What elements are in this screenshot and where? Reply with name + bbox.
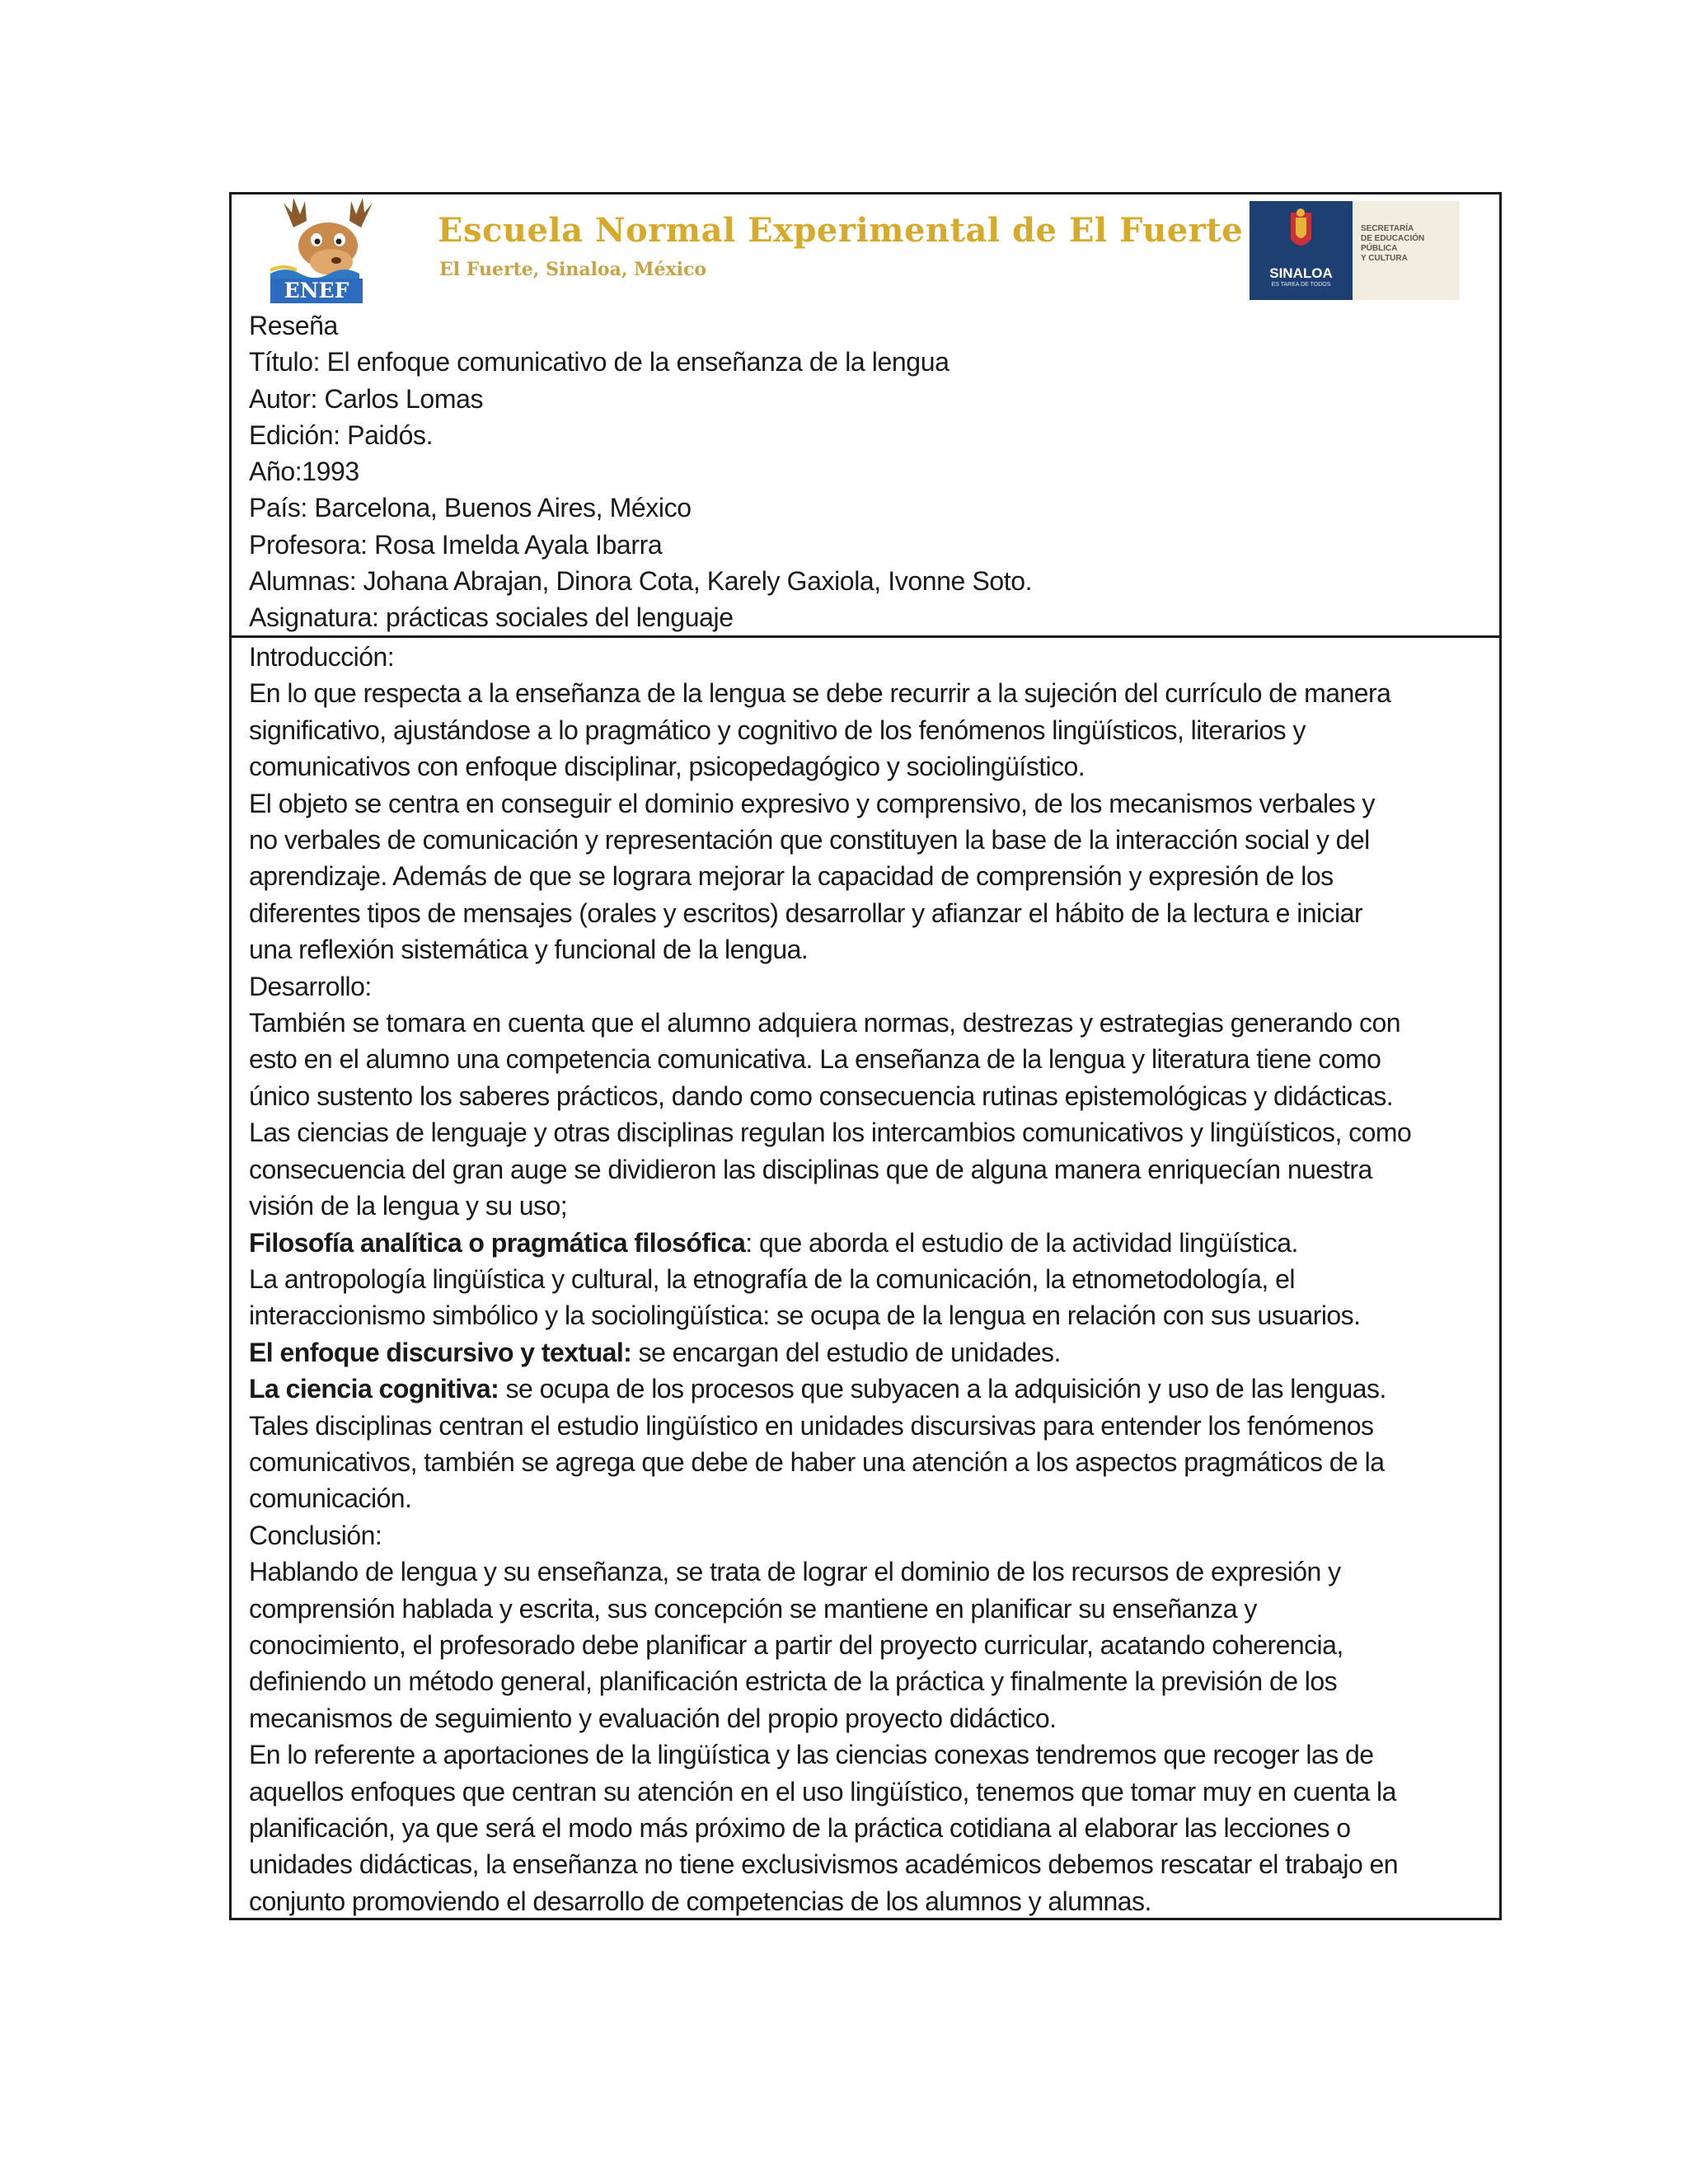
school-location: El Fuerte, Sinaloa, México [439, 259, 707, 280]
body-line-text: unidades didácticas, la enseñanza no tiene exclusivismos académicos debemos rescatar el trabajo en [249, 1849, 1399, 1880]
body-line-text: Introducción: [249, 642, 395, 672]
body-line-text: una reflexión sistemática y funcional de la lengua. [249, 935, 809, 965]
body-line [249, 785, 1482, 822]
enef-logo [269, 194, 392, 304]
body-line-text: no verbales de comunicación y representación que constituyen la base de la interacción social y del [249, 825, 1370, 855]
body-line-text: diferentes tipos de mensajes (orales y escritos) desarrollar y afianzar el hábito de la lectura e iniciar [249, 898, 1362, 928]
body-line-text: : que aborda el estudio de la actividad lingüística. [745, 1227, 1298, 1258]
sep-state-name: SINALOA [1269, 265, 1333, 281]
sep-sinaloa-logo [1250, 201, 1460, 300]
info-title: Título: El enfoque comunicativo de la enseñanza de la lengua [249, 347, 950, 377]
info-heading: Reseña [249, 311, 338, 340]
sep-line: DE EDUCACIÓN [1361, 234, 1425, 243]
body-line-text: se ocupa de los procesos que subyacen a la adquisición y uso de las lenguas. [499, 1374, 1386, 1404]
body-line [249, 895, 1482, 931]
body-line [249, 712, 1482, 748]
body-line [249, 822, 1482, 858]
sep-line: PÚBLICA [1361, 244, 1398, 253]
body-line-bold-term: Filosofía analítica o pragmática filosófica [249, 1227, 746, 1258]
body-line-text: conjunto promoviendo el desarrollo de competencias de los alumnos y alumnas. [249, 1886, 1151, 1916]
body-line-text: esto en el alumno una competencia comunicativa. La enseñanza de la lengua y literatura tiene como [249, 1044, 1381, 1075]
sep-line: Y CULTURA [1361, 254, 1408, 263]
body-line [249, 1810, 1482, 1846]
info-subject: Asignatura: prácticas sociales del lenguaje [249, 602, 734, 633]
body-line-text: También se tomara en cuenta que el alumno adquiera normas, destrezas y estrategias generando con [249, 1008, 1400, 1038]
body-line [249, 1188, 1482, 1224]
body-line [249, 1225, 1482, 1261]
body-line [249, 1846, 1482, 1882]
body-line-text: consecuencia del gran auge se dividieron las disciplinas que de alguna manera enriquecían nuestra [249, 1154, 1372, 1184]
review-info [249, 307, 1482, 636]
body-line-text: conocimiento, el profesorado debe planificar a partir del proyecto curricular, acatando coherencia, [249, 1629, 1343, 1660]
body-line [249, 1297, 1482, 1333]
body-line-text: definiendo un método general, planificación estricta de la práctica y finalmente la previsión de los [249, 1666, 1338, 1697]
body-line-text: Desarrollo: [249, 971, 372, 1001]
info-author: Autor: Carlos Lomas [249, 383, 484, 414]
body-line-bold-term: La ciencia cognitiva: [249, 1374, 499, 1404]
body-line-text: Conclusión: [249, 1520, 382, 1550]
sep-department-text [1361, 224, 1456, 264]
header-cell [232, 194, 1499, 638]
body-line-text: planificación, ya que será el modo más próximo de la práctica cotidiana al elaborar las lecciones o [249, 1813, 1351, 1843]
body-line [249, 639, 1482, 675]
body-line-text: Tales disciplinas centran el estudio lingüístico en unidades discursivas para entender los fenómenos [249, 1410, 1374, 1441]
body-line-text: Las ciencias de lenguaje y otras disciplinas regulan los intercambios comunicativos y lingüísticos, como [249, 1118, 1412, 1148]
body-line-text: visión de la lengua y su uso; [249, 1191, 568, 1221]
review-table [229, 192, 1502, 1920]
info-year: Año:1993 [249, 457, 359, 487]
body-line-text: significativo, ajustándose a lo pragmático y cognitivo de los fenómenos lingüísticos, literarios y [249, 715, 1306, 745]
body-line-text: aprendizaje. Además de que se lograra mejorar la capacidad de comprensión y expresión de los [249, 861, 1334, 892]
sinaloa-emblem [1250, 201, 1353, 300]
body-line-text: comunicación. [249, 1483, 412, 1514]
body-line [249, 1334, 1482, 1371]
enef-logo-text: ENEF [284, 279, 349, 302]
info-students: Alumnas: Johana Abrajan, Dinora Cota, Karely Gaxiola, Ivonne Soto. [249, 566, 1033, 597]
info-country: País: Barcelona, Buenos Aires, México [249, 493, 692, 523]
body-line-text: El objeto se centra en conseguir el dominio expresivo y comprensivo, de los mecanismos verbales y [249, 788, 1376, 818]
body-line [249, 931, 1482, 968]
sep-slogan: ES TAREA DE TODOS [1271, 282, 1331, 288]
body-line-text: comprensión hablada y escrita, sus concepción se mantiene en planificar su enseñanza y [249, 1593, 1257, 1624]
school-banner [269, 194, 1472, 306]
body-line [249, 1591, 1482, 1627]
body-line [249, 1627, 1482, 1663]
body-line [249, 1774, 1482, 1810]
body-line [249, 968, 1482, 1005]
body-line [249, 1700, 1482, 1736]
body-line-text: La antropología lingüística y cultural, la etnografía de la comunicación, la etnometodología, el [249, 1263, 1295, 1294]
body-line-text: mecanismos de seguimiento y evaluación del propio proyecto didáctico. [249, 1703, 1057, 1733]
body-line [249, 1151, 1482, 1188]
body-line-text: interaccionismo simbólico y la sociolingüística: se ocupa de la lengua en relación con sus usuarios. [249, 1301, 1361, 1331]
body-line [249, 1517, 1482, 1554]
body-line [249, 1736, 1482, 1773]
body-line-text: aquellos enfoques que centran su atención en el uso lingüístico, tenemos que tomar muy en cuenta la [249, 1776, 1396, 1807]
body-line [249, 1005, 1482, 1041]
body-line [249, 1371, 1482, 1407]
body-line [249, 1480, 1482, 1516]
info-teacher: Profesora: Rosa Imelda Ayala Ibarra [249, 529, 663, 560]
body-line [249, 1078, 1482, 1114]
body-line [249, 1041, 1482, 1077]
school-name: Escuela Normal Experimental de El Fuerte [438, 211, 1244, 250]
info-edition: Edición: Paidós. [249, 419, 434, 450]
body-line [249, 1663, 1482, 1699]
body-line-text: En lo referente a aportaciones de la lingüística y las ciencias conexas tendremos que recoger las de [249, 1740, 1374, 1770]
body-line [249, 1408, 1482, 1444]
review-body [232, 638, 1499, 1918]
sep-line: SECRETARÍA [1361, 224, 1414, 233]
body-line-text: Hablando de lengua y su enseñanza, se trata de lograr el dominio de los recursos de expresión y [249, 1557, 1341, 1587]
body-line [249, 675, 1482, 711]
body-line [249, 1261, 1482, 1297]
body-line [249, 1114, 1482, 1151]
body-line-bold-term: El enfoque discursivo y textual: [249, 1337, 632, 1367]
body-line [249, 748, 1482, 785]
body-line-text: se encargan del estudio de unidades. [631, 1337, 1061, 1367]
body-line [249, 1444, 1482, 1480]
body-line-text: comunicativos con enfoque disciplinar, psicopedagógico y sociolingüístico. [249, 752, 1085, 782]
body-line [249, 858, 1482, 894]
body-line-text: comunicativos, también se agrega que debe de haber una atención a los aspectos pragmáticos de la [249, 1446, 1385, 1477]
body-line-text: único sustento los saberes prácticos, dando como consecuencia rutinas epistemológicas y didácticas. [249, 1080, 1394, 1111]
body-line [249, 1554, 1482, 1590]
body-line [249, 1883, 1482, 1918]
body-line-text: En lo que respecta a la enseñanza de la lengua se debe recurrir a la sujeción del currículo de manera [249, 678, 1391, 709]
